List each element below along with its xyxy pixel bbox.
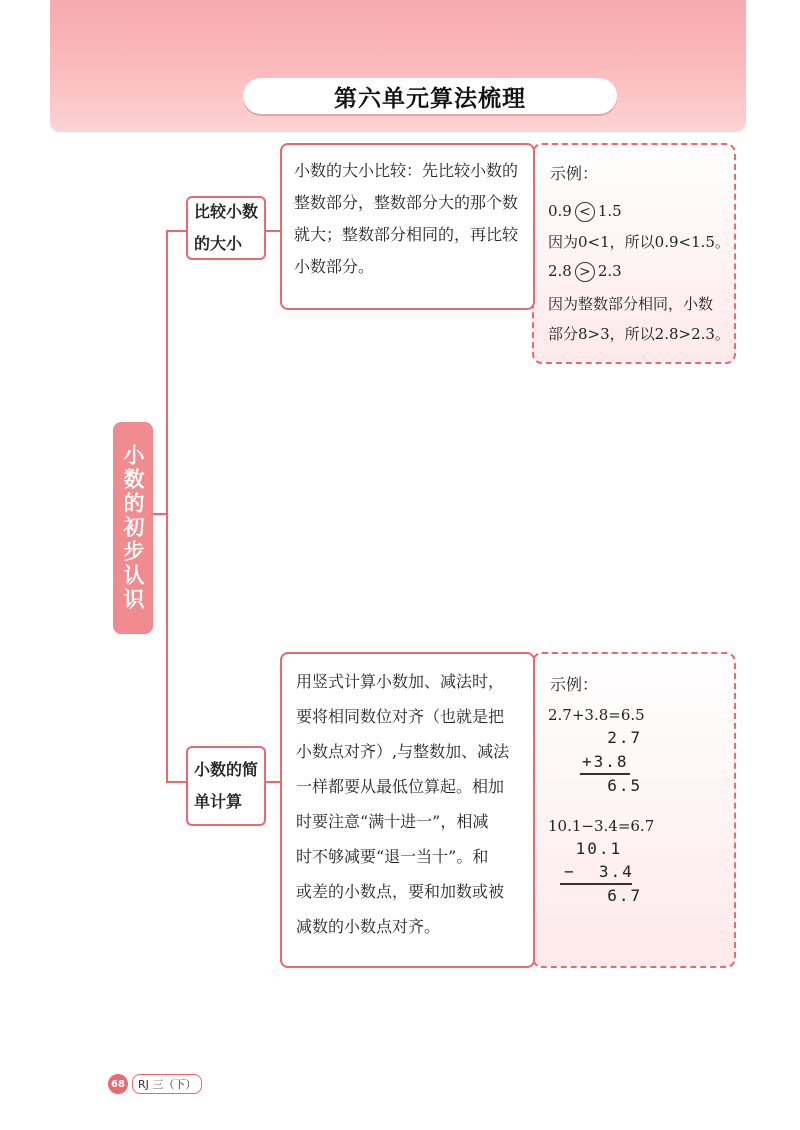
example-title: 示例： xyxy=(550,675,599,694)
branch-label: 比较小数的大小 xyxy=(194,202,259,253)
example-reason-1: 因为0<1，所以0.9<1.5。 xyxy=(548,233,730,251)
desc-line: 小数的大小比较：先比较小数的 xyxy=(294,161,519,180)
desc-line: 或差的小数点，要和加数或被 xyxy=(296,882,505,901)
desc-line: 时要注意“满十进一”，相减 xyxy=(296,812,489,831)
book-tag: RJ 三（下） xyxy=(132,1074,202,1094)
desc-line: 减数的小数点对齐。 xyxy=(296,917,441,936)
example-comparison-2 xyxy=(548,262,622,282)
desc-line: 用竖式计算小数加、减法时， xyxy=(296,672,505,691)
comparison-left: 2.8 xyxy=(548,262,572,280)
desc-line: 整数部分，整数部分大的那个数 xyxy=(294,193,519,212)
addition-result: 6.5 xyxy=(584,776,643,795)
subtraction-row-2: − 3.4 xyxy=(564,862,634,881)
addition-row-2: +3.8 xyxy=(582,752,629,771)
addition-equation: 2.7+3.8=6.5 xyxy=(548,706,645,724)
subtraction-rule xyxy=(560,883,632,885)
branch-label: 小数的简单计算 xyxy=(194,760,259,811)
branch1-connector xyxy=(166,230,186,232)
trunk-line xyxy=(166,230,168,782)
calculation-example xyxy=(532,652,736,968)
comparison-symbol: < xyxy=(575,202,595,222)
comparison-right: 2.3 xyxy=(597,262,622,280)
desc-line: 一样都要从最低位算起。相加 xyxy=(296,777,505,796)
branch-decimal-calculation xyxy=(186,746,266,826)
addition-rule xyxy=(580,773,630,775)
compare-example xyxy=(532,143,736,364)
root-connector xyxy=(153,513,167,515)
subtraction-result: 6.7 xyxy=(584,886,643,905)
root-topic: 小数的初步认识 xyxy=(113,422,153,634)
calculation-description xyxy=(280,652,535,968)
example-title: 示例： xyxy=(550,164,599,183)
page-title: 第六单元算法梳理 xyxy=(243,78,617,114)
example-comparison-1 xyxy=(548,202,622,222)
desc-line: 要将相同数位对齐（也就是把 xyxy=(296,707,505,726)
comparison-left: 0.9 xyxy=(548,202,572,220)
comparison-right: 1.5 xyxy=(597,202,622,220)
compare-description xyxy=(280,143,535,310)
desc-line: 时不够减要“退一当十”。和 xyxy=(296,847,489,866)
subtraction-equation: 10.1−3.4=6.7 xyxy=(548,817,655,835)
page-footer xyxy=(108,1074,202,1094)
example-reason-2b: 部分8>3，所以2.8>2.3。 xyxy=(548,325,730,343)
branch2-connector xyxy=(166,781,186,783)
desc-line: 就大；整数部分相同的，再比较 xyxy=(294,225,519,244)
page-number: 68 xyxy=(108,1074,128,1094)
addition-row-1: 2.7 xyxy=(584,728,643,747)
comparison-symbol: > xyxy=(575,262,595,282)
branch-compare-decimals xyxy=(186,196,266,260)
desc-line: 小数部分。 xyxy=(294,257,375,276)
desc-line: 小数点对齐）,与整数加、减法 xyxy=(296,742,510,761)
example-reason-2a: 因为整数部分相同，小数 xyxy=(548,295,714,313)
subtraction-row-1: 10.1 xyxy=(564,839,623,858)
